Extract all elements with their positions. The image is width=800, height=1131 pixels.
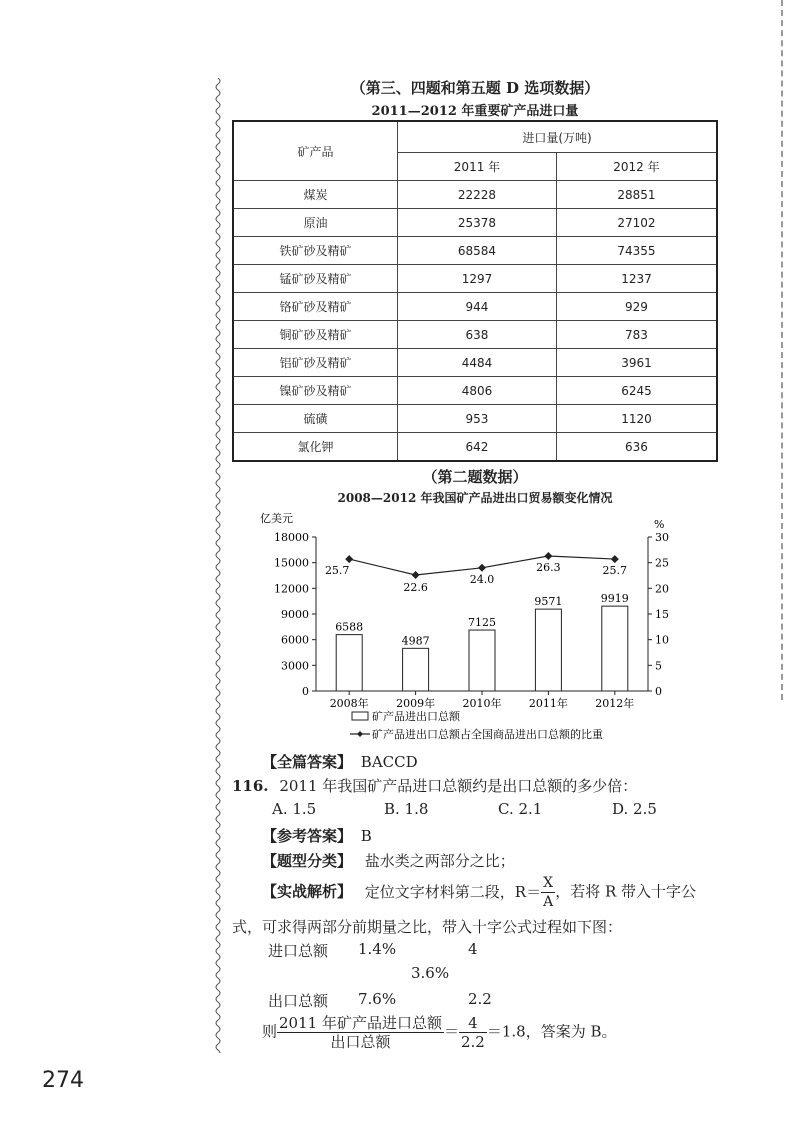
ref-answer-label: 【参考答案】	[262, 827, 353, 845]
y2-tick-label: 30	[655, 531, 669, 544]
y2-tick-label: 20	[655, 582, 669, 596]
value-2011-cell: 22228	[398, 181, 557, 209]
y-axis-label: 亿美元	[260, 512, 293, 525]
r-fraction	[541, 874, 555, 911]
value-2012-cell: 27102	[556, 209, 717, 237]
ratio-point	[478, 564, 486, 572]
cross-r1-rate: 1.4%	[358, 940, 397, 958]
option-c: C. 2.1	[498, 800, 543, 818]
chart-title: 2008—2012 年我国矿产品进出口贸易额变化情况	[337, 491, 613, 505]
analysis-line	[262, 874, 696, 911]
value-2011-cell: 4484	[398, 349, 557, 377]
value-2012-cell: 1120	[556, 405, 717, 433]
r-fraction-den: A	[543, 894, 554, 910]
bar-2012年	[602, 606, 628, 691]
ratio-value-label: 24.0	[469, 572, 495, 586]
ratio-point	[345, 555, 353, 563]
x-tick-label: 2012年	[595, 697, 635, 710]
bar-value-label: 9571	[534, 595, 563, 609]
legend-line-marker	[357, 731, 363, 737]
product-name-cell: 铝矿砂及精矿	[233, 349, 398, 377]
value-2012-cell: 1237	[556, 265, 717, 293]
table-row	[233, 377, 717, 405]
final-fraction-den: 出口总额	[330, 1033, 391, 1051]
value-2011-cell: 4806	[398, 377, 557, 405]
y2-tick-label: 5	[655, 659, 662, 673]
value-2012-cell: 6245	[556, 377, 717, 405]
question-line	[232, 775, 637, 796]
y-tick-label: 3000	[281, 659, 309, 673]
ratio-point	[611, 555, 619, 563]
col-product-header: 矿产品	[233, 121, 398, 181]
cross-r1-val: 4	[468, 940, 478, 958]
bar-value-label: 9919	[600, 592, 629, 606]
bar-2008年	[336, 635, 362, 691]
y-tick-label: 15000	[274, 556, 309, 570]
final-fraction-2-num: 4	[459, 1014, 487, 1033]
product-name-cell: 硫磺	[233, 405, 398, 433]
question-text: 2011 年我国矿产品进口总额约是出口总额的多少倍：	[279, 777, 638, 795]
table-row	[233, 293, 717, 321]
y2-tick-label: 25	[655, 556, 669, 570]
analysis-label: 【实战解析】	[262, 882, 353, 901]
value-2012-cell: 783	[556, 321, 717, 349]
ref-answer-value: B	[360, 827, 372, 845]
table-title: 2011—2012 年重要矿产品进口量	[371, 104, 579, 119]
final-prefix: 则	[262, 1022, 278, 1041]
value-2011-cell: 642	[398, 433, 557, 462]
cross-r2-label: 出口总额	[268, 992, 329, 1010]
final-fraction	[277, 1014, 444, 1051]
trade-chart	[250, 508, 680, 753]
value-2012-cell: 3961	[556, 349, 717, 377]
value-2011-cell: 953	[398, 405, 557, 433]
page-number: 274	[42, 1068, 84, 1093]
ratio-value-label: 22.6	[403, 580, 428, 594]
cross-r2-rate: 7.6%	[358, 990, 397, 1008]
mineral-import-table	[232, 120, 718, 462]
value-2011-cell: 68584	[398, 237, 557, 265]
bar-2011年	[535, 609, 561, 691]
y-tick-label: 6000	[281, 633, 309, 647]
table-row	[233, 237, 717, 265]
right-dashed-margin	[781, 0, 787, 700]
option-b: B. 1.8	[384, 800, 429, 818]
product-name-cell: 氯化钾	[233, 433, 398, 462]
value-2011-cell: 944	[398, 293, 557, 321]
table-row	[233, 405, 717, 433]
y-tick-label: 0	[302, 685, 309, 698]
product-name-cell: 铜矿砂及精矿	[233, 321, 398, 349]
cross-r2-val: 2.2	[468, 990, 492, 1008]
ratio-value-label: 25.7	[602, 564, 628, 578]
option-d: D. 2.5	[612, 800, 657, 818]
table-row	[233, 349, 717, 377]
col-2011-header: 2011 年	[398, 153, 557, 181]
all-answers-line	[262, 751, 418, 772]
table-row	[233, 265, 717, 293]
value-2011-cell: 25378	[398, 209, 557, 237]
bar-value-label: 4987	[401, 634, 430, 648]
final-suffix: ＝1.8，答案为 B。	[486, 1022, 617, 1041]
ratio-point	[412, 571, 420, 579]
bar-value-label: 7125	[468, 616, 496, 630]
x-tick-label: 2011年	[528, 697, 568, 710]
value-2012-cell: 929	[556, 293, 717, 321]
ratio-value-label: 25.7	[324, 564, 350, 578]
value-2012-cell: 636	[556, 433, 717, 462]
final-line	[262, 1014, 617, 1051]
bar-value-label: 6588	[335, 620, 364, 634]
cross-mid: 3.6%	[411, 964, 450, 982]
x-tick-label: 2008年	[329, 697, 369, 710]
value-2012-cell: 74355	[556, 237, 717, 265]
y2-axis-label: %	[654, 518, 665, 531]
table-row	[233, 321, 717, 349]
analysis-line-2: 式，可求得两部分前期量之比，带入十字公式过程如下图：	[232, 918, 623, 936]
final-fraction-2	[459, 1014, 487, 1051]
col-2012-header: 2012 年	[556, 153, 717, 181]
x-tick-label: 2009年	[396, 697, 436, 710]
y-tick-label: 18000	[274, 531, 309, 544]
option-a: A. 1.5	[272, 800, 317, 818]
final-eq: ＝	[443, 1022, 459, 1041]
legend-bar-swatch	[352, 712, 368, 720]
chart-caption-top: （第二题数据）	[422, 468, 528, 486]
ratio-value-label: 26.3	[536, 560, 561, 574]
all-answers-label: 【全篇答案】	[262, 753, 353, 771]
ratio-point	[544, 552, 552, 560]
table-row	[233, 433, 717, 462]
type-line	[262, 850, 515, 871]
product-name-cell: 铁矿砂及精矿	[233, 237, 398, 265]
product-name-cell: 锰矿砂及精矿	[233, 265, 398, 293]
table-caption-top: （第三、四题和第五题 D 选项数据）	[350, 79, 600, 97]
all-answers-value: BACCD	[360, 753, 418, 771]
r-fraction-num: X	[541, 874, 555, 893]
type-value: 盐水类之两部分之比；	[364, 852, 515, 870]
value-2012-cell: 28851	[556, 181, 717, 209]
y2-tick-label: 10	[655, 633, 669, 647]
col-import-header: 进口量(万吨)	[398, 121, 717, 153]
table-row	[233, 181, 717, 209]
bar-2009年	[403, 648, 429, 691]
question-number: 116.	[232, 777, 269, 795]
ref-answer-line	[262, 825, 372, 846]
cross-r1-label: 进口总额	[268, 942, 329, 960]
final-fraction-num: 2011 年矿产品进口总额	[279, 1014, 442, 1032]
legend-line-label: 矿产品进出口总额占全国商品进出口总额的比重	[372, 728, 603, 741]
product-name-cell: 镍矿砂及精矿	[233, 377, 398, 405]
y-tick-label: 12000	[274, 582, 309, 596]
legend-bar-label: 矿产品进出口总额	[372, 710, 460, 723]
value-2011-cell: 638	[398, 321, 557, 349]
analysis-text-1: 定位文字材料第二段，R＝	[364, 882, 542, 901]
type-label: 【题型分类】	[262, 852, 353, 870]
bar-2010年	[469, 630, 495, 691]
binding-wavy-line	[213, 78, 223, 1053]
analysis-text-2: ，若将 R 带入十字公	[555, 882, 697, 901]
table-row	[233, 209, 717, 237]
y2-tick-label: 0	[655, 685, 662, 698]
value-2011-cell: 1297	[398, 265, 557, 293]
x-tick-label: 2010年	[462, 697, 502, 710]
final-fraction-2-den: 2.2	[460, 1033, 485, 1051]
product-name-cell: 原油	[233, 209, 398, 237]
y2-tick-label: 15	[655, 608, 669, 621]
y-tick-label: 9000	[281, 608, 309, 621]
product-name-cell: 铬矿砂及精矿	[233, 293, 398, 321]
product-name-cell: 煤炭	[233, 181, 398, 209]
